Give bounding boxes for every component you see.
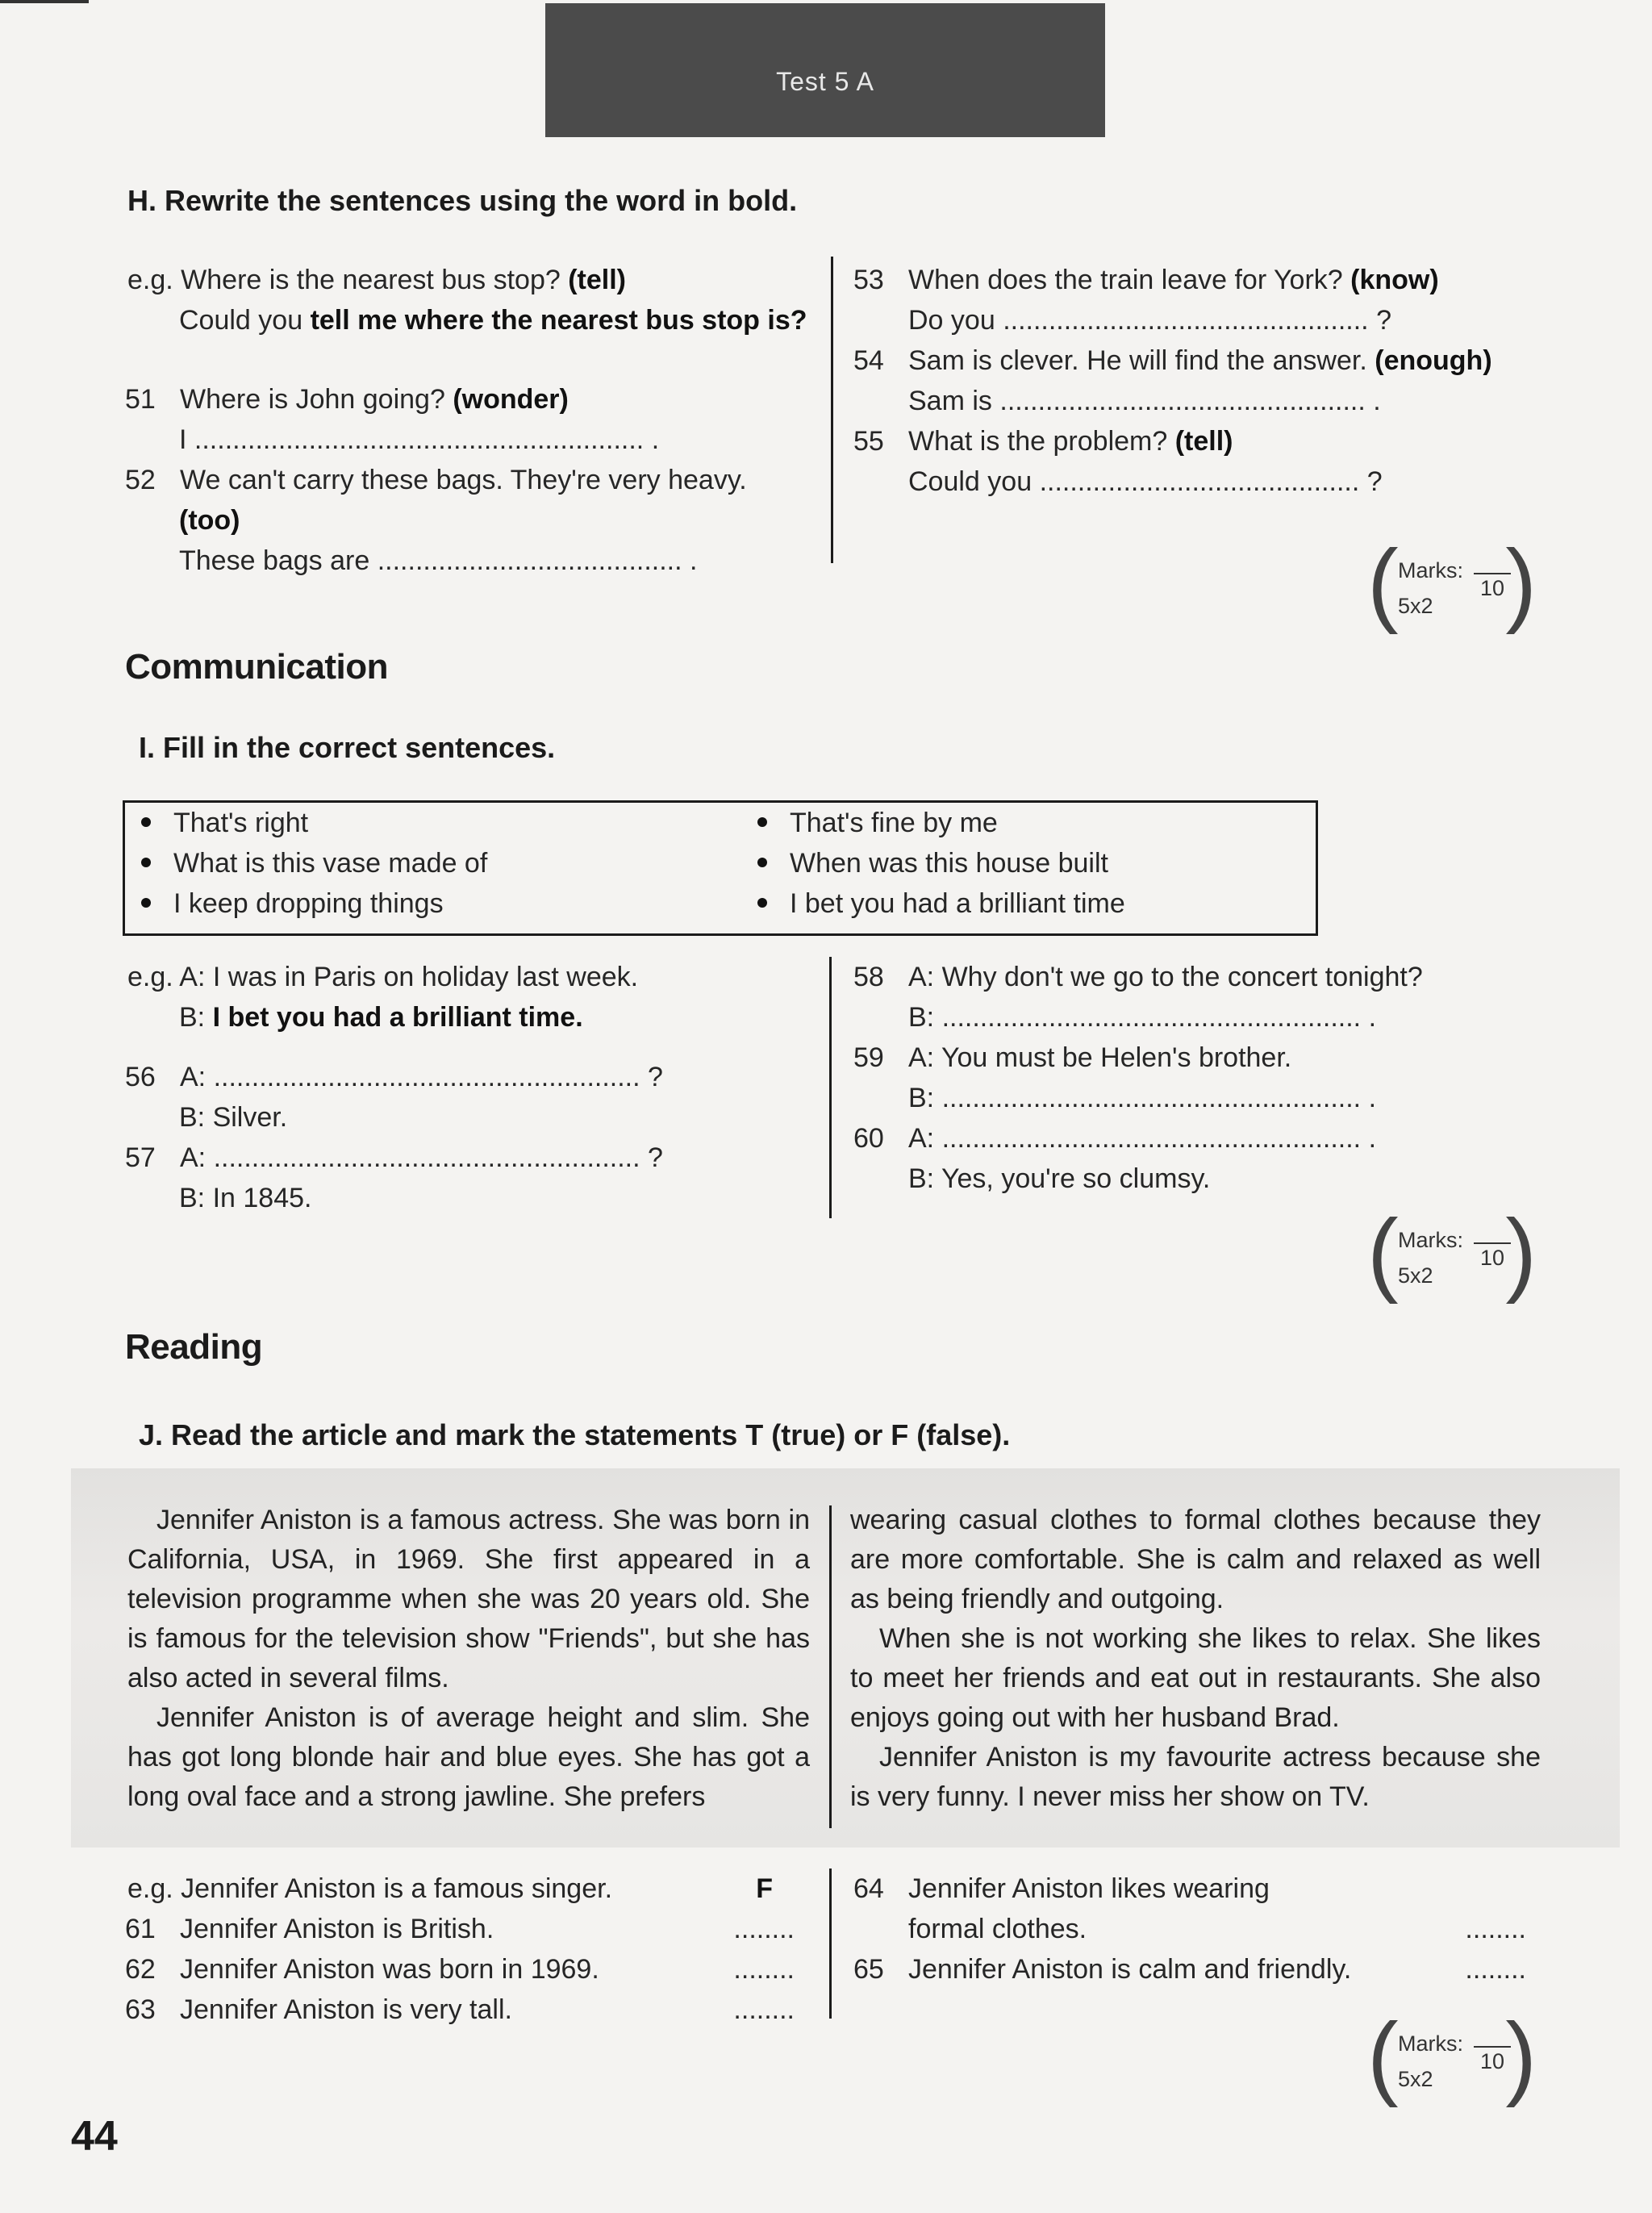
item-number: 53: [853, 265, 884, 295]
item-number: 59: [853, 1042, 884, 1073]
example-b-bold: I bet you had a brilliant time.: [212, 1002, 583, 1033]
reading-heading: Reading: [125, 1327, 263, 1367]
article-column-right: [850, 1501, 1541, 1817]
statement-63: [125, 1990, 795, 2030]
column-divider: [829, 1869, 832, 2019]
j-example: [127, 1869, 773, 1909]
h-example-answer: [179, 300, 807, 340]
answer-blank[interactable]: ........................................: [377, 545, 682, 576]
i-example-b: [179, 997, 583, 1038]
example-keyword: (tell): [568, 265, 626, 295]
section-j-title: J. Read the article and mark the statements T (true) or F (false).: [139, 1418, 1011, 1451]
statement-65: [853, 1949, 1526, 1990]
item-line: A: You must be Helen's brother.: [908, 1042, 1292, 1073]
answer-blank[interactable]: ........: [733, 1914, 795, 1944]
item-58-a: [853, 957, 1423, 997]
item-line[interactable]: B: .......................................................: [908, 1083, 1362, 1113]
box-item-left-1: [141, 803, 308, 843]
marks-multiplier: 5x2: [1398, 2067, 1433, 2091]
item-59-a: [853, 1038, 1291, 1078]
column-divider: [831, 257, 833, 563]
answer-lead: These bags are: [179, 545, 370, 576]
item-number: 63: [125, 1994, 156, 2025]
item-52-question: [125, 460, 747, 500]
answer-blank[interactable]: ........: [733, 1994, 795, 2025]
answer-blank[interactable]: ........: [1465, 1914, 1526, 1944]
item-number: 58: [853, 962, 884, 992]
marks-label: Marks:: [1398, 1228, 1463, 1252]
bullet-icon: [141, 817, 151, 827]
answer-end: .: [690, 545, 698, 576]
item-line[interactable]: B: .......................................................: [908, 1002, 1362, 1033]
example-prefix: e.g.: [127, 265, 173, 295]
item-56-b: B: Silver.: [179, 1102, 288, 1133]
article-paragraph: Jennifer Aniston is of average height and slim. She has got long blonde hair and blue eyes. She has got a long oval face and a strong jawline. She prefers: [127, 1702, 810, 1812]
sentence-box: [123, 800, 1318, 936]
article-divider: [829, 1505, 832, 1828]
item-number: 55: [853, 426, 884, 457]
item-keyword: (wonder): [453, 384, 569, 415]
marks-paren-right: ): [1505, 530, 1537, 635]
bullet-icon: [757, 817, 767, 827]
item-57-b: B: In 1845.: [179, 1183, 312, 1213]
item-line[interactable]: A: ........................................................: [180, 1062, 640, 1092]
box-item-text: That's right: [173, 808, 309, 838]
box-item-left-2: [141, 843, 487, 883]
item-51-answer[interactable]: [179, 420, 659, 460]
article-paragraph: Jennifer Aniston is my favourite actress because she is very funny. I never miss her show on TV.: [850, 1742, 1541, 1812]
item-55-answer[interactable]: [908, 461, 1383, 502]
top-edge-line: [0, 0, 89, 3]
box-item-text: What is this vase made of: [173, 848, 488, 879]
item-line[interactable]: A: ........................................................: [180, 1142, 640, 1173]
statement-text: Jennifer Aniston was born in 1969.: [180, 1954, 599, 1985]
bullet-icon: [757, 898, 767, 908]
item-54-question: [853, 340, 1492, 381]
marks-total: 10: [1474, 2046, 1511, 2074]
box-item-text: I keep dropping things: [173, 888, 444, 919]
answer-lead: Sam is: [908, 386, 992, 416]
item-number: 64: [853, 1873, 884, 1904]
answer-blank[interactable]: ........: [733, 1954, 795, 1985]
section-h-title: H. Rewrite the sentences using the word in bold.: [127, 184, 798, 217]
item-number: 65: [853, 1954, 884, 1985]
answer-lead: Could you: [908, 466, 1032, 497]
example-answer: F: [756, 1873, 773, 1904]
example-b-lead: B:: [179, 1002, 206, 1033]
marks-label: Marks:: [1398, 2031, 1463, 2056]
marks-paren-right: ): [1505, 1200, 1537, 1305]
box-item-left-3: [141, 883, 444, 924]
item-number: 54: [853, 345, 884, 376]
item-number: 60: [853, 1123, 884, 1154]
item-number: 56: [125, 1062, 156, 1092]
box-item-right-2: [757, 843, 1108, 883]
marks-box-j: [1367, 2003, 1537, 2111]
item-54-answer[interactable]: [908, 381, 1381, 421]
statement-64-cont: [908, 1909, 1526, 1949]
bullet-icon: [141, 858, 151, 867]
item-59-b[interactable]: [908, 1078, 1376, 1118]
item-keyword: (enough): [1375, 345, 1492, 376]
item-56-a[interactable]: [125, 1057, 663, 1097]
marks-paren-left: (: [1367, 2003, 1399, 2108]
item-55-question: [853, 421, 1233, 461]
marks-label: Marks:: [1398, 558, 1463, 582]
item-text: Where is John going?: [180, 384, 445, 415]
marks-multiplier: 5x2: [1398, 594, 1433, 618]
marks-total: 10: [1474, 573, 1511, 601]
item-58-b[interactable]: [908, 997, 1376, 1038]
statement-text: Jennifer Aniston likes wearing: [908, 1873, 1270, 1904]
article-panel: [71, 1468, 1620, 1848]
item-text: Sam is clever. He will find the answer.: [908, 345, 1367, 376]
marks-total: 10: [1474, 1242, 1511, 1271]
item-57-a[interactable]: [125, 1138, 663, 1178]
statement-text: Jennifer Aniston is British.: [180, 1914, 494, 1944]
answer-end: ?: [1376, 305, 1391, 336]
article-paragraph: When she is not working she likes to relax. She likes to meet her friends and eat out in restaurants. She also enjoys going out with her husband Brad.: [850, 1623, 1541, 1733]
answer-blank[interactable]: ................................................: [999, 386, 1366, 416]
page-number: 44: [71, 2113, 118, 2160]
line-end: ?: [648, 1142, 663, 1173]
section-i-title: I. Fill in the correct sentences.: [139, 731, 556, 764]
i-example-a: [127, 957, 638, 997]
answer-lead: I: [179, 424, 187, 455]
item-number: 62: [125, 1954, 156, 1985]
answer-blank[interactable]: ..........................................: [1039, 466, 1360, 497]
item-number: 52: [125, 465, 156, 495]
statement-text: Jennifer Aniston is calm and friendly.: [908, 1954, 1352, 1985]
communication-heading: Communication: [125, 647, 388, 687]
item-51-question: [125, 379, 569, 420]
bullet-icon: [141, 898, 151, 908]
item-text: What is the problem?: [908, 426, 1168, 457]
item-keyword: (know): [1350, 265, 1439, 295]
answer-lead: Do you: [908, 305, 995, 336]
article-paragraph: wearing casual clothes to formal clothes because they are more comfortable. She is calm and relaxed as well as being friendly and outgoing.: [850, 1505, 1541, 1614]
example-question-text: Where is the nearest bus stop?: [181, 265, 561, 295]
statement-text: formal clothes.: [908, 1914, 1087, 1944]
item-60-a[interactable]: [853, 1118, 1376, 1159]
item-keyword: (tell): [1174, 426, 1233, 457]
item-text: When does the train leave for York?: [908, 265, 1343, 295]
marks-paren-left: (: [1367, 530, 1399, 635]
answer-blank[interactable]: ........: [1465, 1954, 1526, 1985]
box-item-right-1: [757, 803, 998, 843]
example-answer-bold: tell me where the nearest bus stop is?: [310, 305, 807, 336]
line-end: .: [1368, 1123, 1377, 1154]
item-line: A: Why don't we go to the concert tonight?: [908, 962, 1423, 992]
example-a-line: A: I was in Paris on holiday last week.: [179, 962, 639, 992]
box-item-text: When was this house built: [790, 848, 1108, 879]
statement-text: Jennifer Aniston is very tall.: [180, 1994, 512, 2025]
item-52-answer[interactable]: [179, 541, 697, 581]
item-53-question: [853, 260, 1439, 300]
statement-62: [125, 1949, 795, 1990]
marks-paren-right: ): [1505, 2003, 1537, 2108]
marks-multiplier: 5x2: [1398, 1263, 1433, 1288]
marks-paren-left: (: [1367, 1200, 1399, 1305]
answer-end: .: [1373, 386, 1381, 416]
example-statement: e.g. Jennifer Aniston is a famous singer.: [127, 1873, 613, 1904]
item-number: 61: [125, 1914, 156, 1944]
example-prefix: e.g.: [127, 962, 173, 992]
item-53-answer[interactable]: [908, 300, 1391, 340]
article-paragraph: Jennifer Aniston is a famous actress. She was born in California, USA, in 1969. She first appeared in a television programme when she was 20 years old. She is famous for the television show "Friends", but she has also acted in several films.: [127, 1505, 810, 1693]
marks-box-h: [1367, 530, 1537, 637]
item-text: We can't carry these bags. They're very heavy.: [180, 465, 747, 495]
line-end: ?: [648, 1062, 663, 1092]
column-divider: [829, 957, 832, 1218]
line-end: .: [1368, 1002, 1377, 1033]
item-number: 57: [125, 1142, 156, 1173]
item-60-b: B: Yes, you're so clumsy.: [908, 1163, 1211, 1194]
statement-64: [853, 1869, 1270, 1909]
test-banner: [545, 3, 1105, 137]
answer-blank[interactable]: ................................................: [1003, 305, 1369, 336]
item-number: 51: [125, 384, 156, 415]
box-item-text: I bet you had a brilliant time: [790, 888, 1125, 919]
line-end: .: [1368, 1083, 1377, 1113]
item-52-keyword: (too): [179, 505, 240, 536]
answer-blank[interactable]: ...........................................................: [194, 424, 645, 455]
article-column-left: [127, 1501, 810, 1817]
answer-end: ?: [1366, 466, 1383, 497]
h-example-question: [127, 260, 626, 300]
answer-end: .: [651, 424, 660, 455]
item-line[interactable]: A: .......................................................: [908, 1123, 1362, 1154]
box-item-text: That's fine by me: [790, 808, 998, 838]
example-answer-lead: Could you: [179, 305, 303, 336]
test-label: Test 5 A: [776, 67, 874, 96]
bullet-icon: [757, 858, 767, 867]
marks-box-i: [1367, 1200, 1537, 1307]
box-item-right-3: [757, 883, 1125, 924]
statement-61: [125, 1909, 795, 1949]
